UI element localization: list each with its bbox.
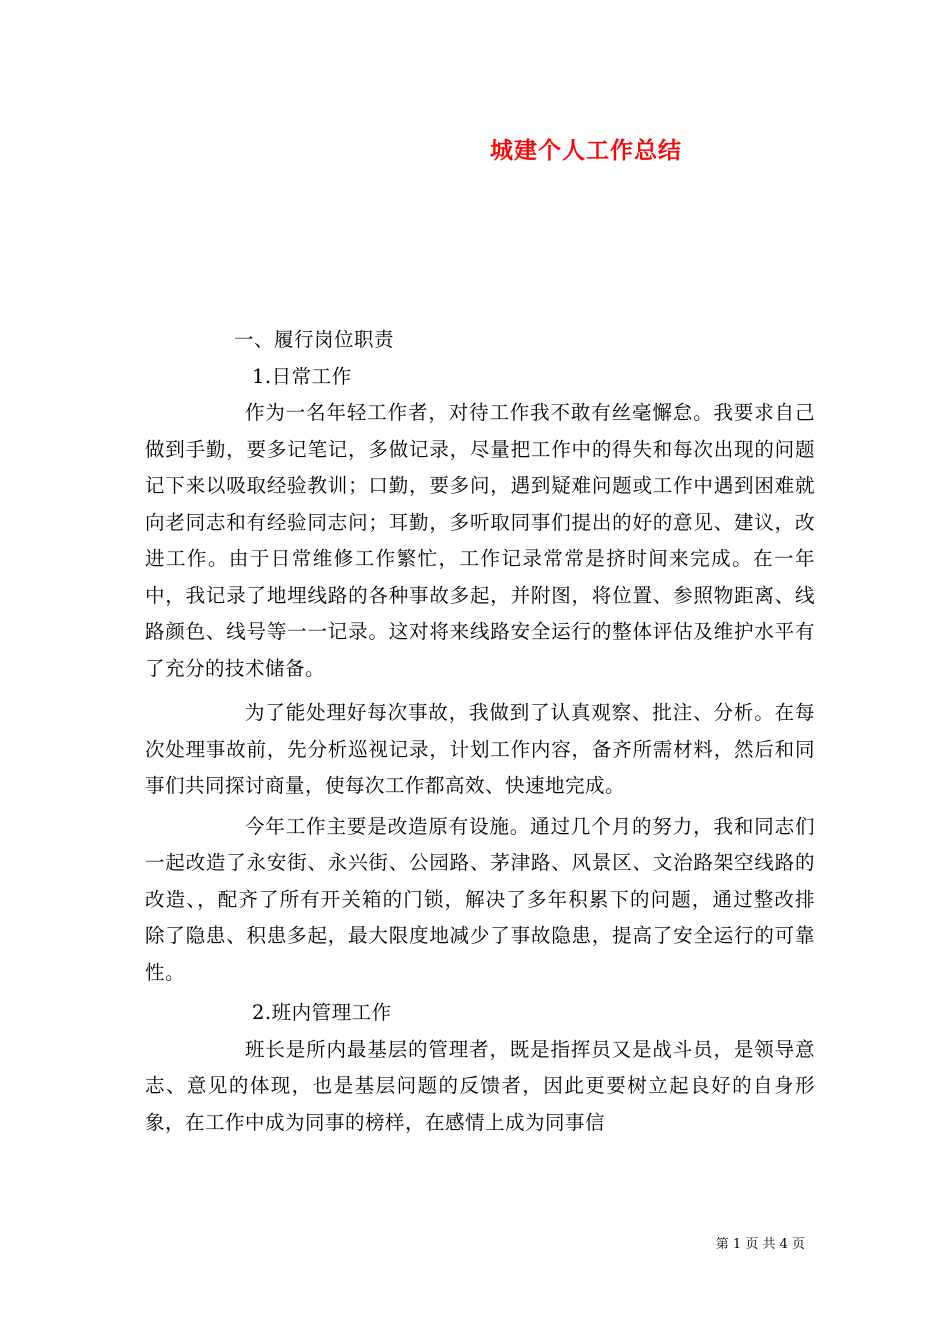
section-heading: 一、履行岗位职责: [234, 328, 395, 351]
subsection-heading-team-management: 2.班内管理工作: [252, 1001, 392, 1024]
paragraph-facility-renovation: 今年工作主要是改造原有设施。通过几个月的努力，我和同志们一起改造了永安街、永兴街、公园路、茅津路、风景区、文治路架空线路的改造、，配齐了所有开关箱的门锁，解决了多年积累下的问题，通过整改排除了隐患、积患多起，最大限度地减少了事故隐患，提高了安全运行的可靠性。: [145, 814, 815, 984]
paragraph-accident-handling: 为了能处理好每次事故，我做到了认真观察、批注、分析。在每次处理事故前，先分析巡视记录，计划工作内容，备齐所需材料，然后和同事们共同探讨商量，使每次工作都高效、快速地完成。: [145, 701, 815, 797]
paragraph-team-leader: 班长是所内最基层的管理者，既是指挥员又是战斗员，是领导意志、意见的体现，也是基层问题的反馈者，因此更要树立起良好的自身形象，在工作中成为同事的榜样，在感情上成为同事信: [145, 1037, 815, 1134]
page-number: 第 1 页 共 4 页: [715, 1237, 805, 1252]
document-title: 城建个人工作总结: [490, 137, 682, 164]
paragraph-daily-work: 作为一名年轻工作者，对待工作我不敢有丝毫懈怠。我要求自己做到手勤，要多记笔记，多做记录，尽量把工作中的得失和每次出现的问题记下来以吸取经验教训；口勤，要多问，遇到疑难问题或工作中遇到困难就向老同志和有经验同志问；耳勤，多听取同事们提出的好的意见、建议，改进工作。由于日常维修工作繁忙，工作记录常常是挤时间来完成。在一年中，我记录了地埋线路的各种事故多起，并附图，将位置、参照物距离、线路颜色、线号等一一记录。这对将来线路安全运行的整体评估及维护水平有了充分的技术储备。: [145, 401, 815, 680]
subsection-heading-daily-work: 1.日常工作: [252, 364, 352, 388]
document-body: [145, 322, 815, 1141]
